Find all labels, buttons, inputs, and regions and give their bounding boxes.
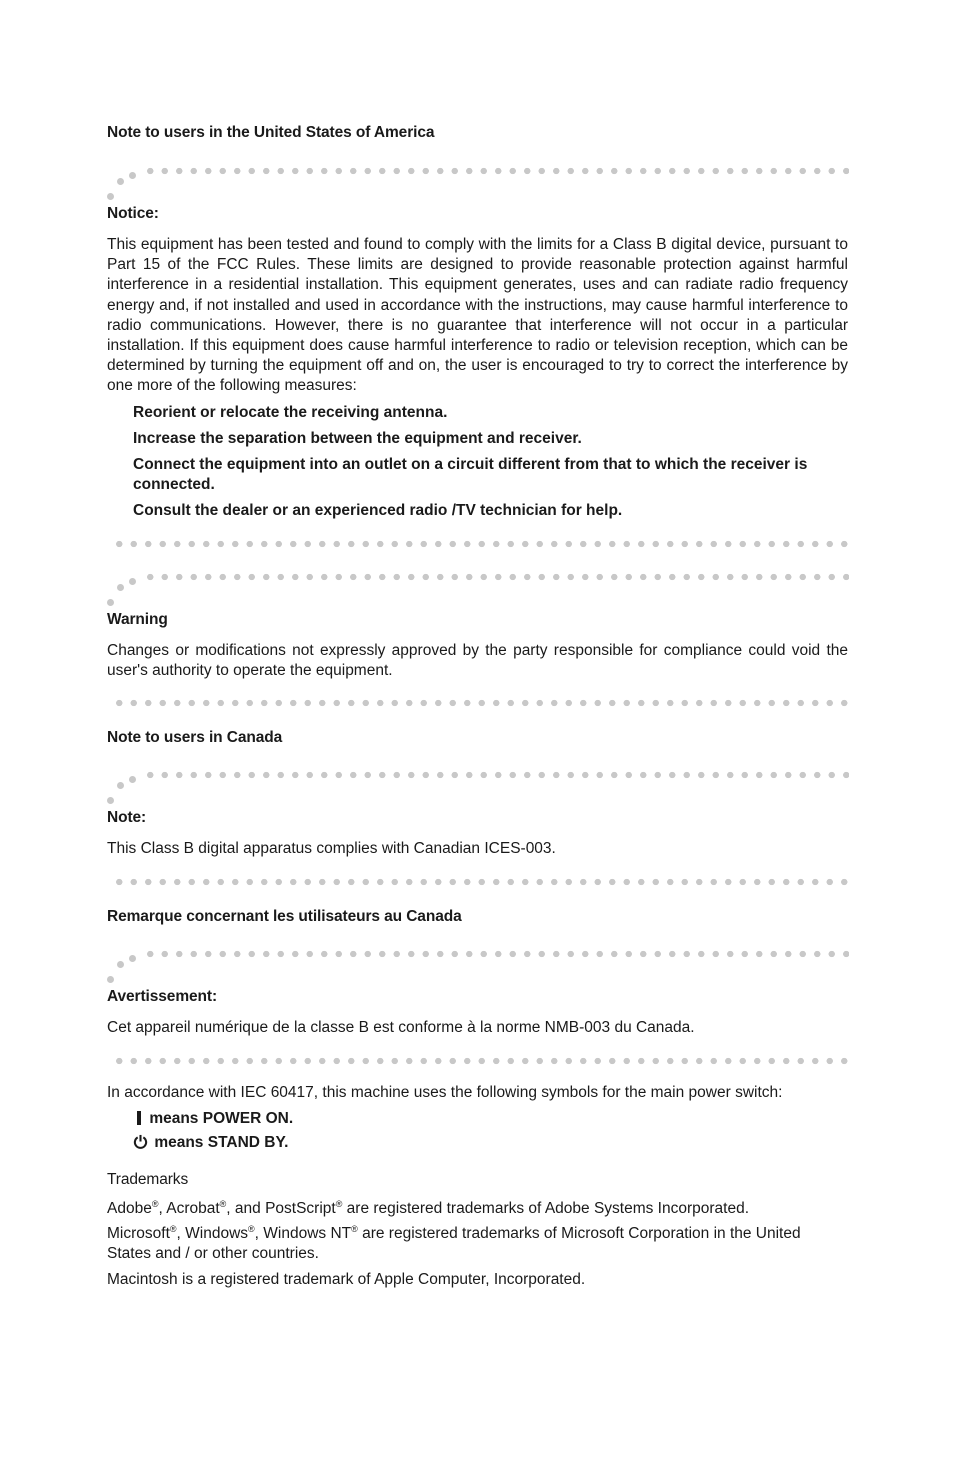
trademark-microsoft: Microsoft®, Windows®, Windows NT® are registered trademarks of Microsoft Corporation in the United States and / or other countries. (107, 1224, 801, 1263)
canada-fr-heading: Remarque concernant les utilisateurs au Canada (107, 908, 462, 926)
measure-item: Reorient or relocate the receiving antenna. (133, 403, 448, 421)
avertissement-box-bottom (112, 1057, 849, 1065)
note-text: This Class B digital apparatus complies with Canadian ICES-003. (107, 840, 556, 858)
standby-icon (133, 1134, 148, 1149)
standby-text: means STAND BY. (154, 1133, 289, 1151)
warning-text: Changes or modifications not expressly approved by the party responsible for compliance could void the user's authority to operate the equipment. (107, 641, 848, 679)
warning-label: Warning (107, 610, 168, 628)
trademarks-heading: Trademarks (107, 1171, 189, 1189)
note-box-top (107, 771, 848, 807)
trademark-apple: Macintosh is a registered trademark of Apple Computer, Incorporated. (107, 1270, 586, 1288)
standby-item (133, 1133, 848, 1153)
canada-heading: Note to users in Canada (107, 729, 283, 747)
notice-label: Notice: (107, 205, 159, 222)
power-on-text: means POWER ON. (149, 1109, 294, 1127)
avertissement-label: Avertissement: (107, 988, 218, 1006)
warning-box-bottom (112, 699, 849, 707)
note-box-bottom (112, 878, 849, 886)
notice-box-top (107, 167, 848, 203)
notice-box-bottom (112, 540, 849, 548)
power-on-item (133, 1109, 848, 1129)
avertissement-text: Cet appareil numérique de la classe B est conforme à la norme NMB-003 du Canada. (107, 1019, 695, 1037)
warning-box-top (107, 573, 848, 609)
trademark-adobe: Adobe®, Acrobat®, and PostScript® are registered trademarks of Adobe Systems Incorporated. (107, 1198, 750, 1218)
us-heading: Note to users in the United States of America (107, 124, 435, 141)
measure-item: Increase the separation between the equipment and receiver. (133, 429, 582, 447)
power-on-icon (137, 1111, 141, 1125)
avertissement-box-top (107, 950, 848, 986)
power-intro: In accordance with IEC 60417, this machine uses the following symbols for the main power switch: (107, 1084, 783, 1102)
notice-text: This equipment has been tested and found to comply with the limits for a Class B digital device, pursuant to Part 15 of the FCC Rules. These limits are designed to provide reasonable protection against harmful interference in a residential installation. This equipment generates, uses and can radiate radio frequency energy and, if not installed and used in accordance with the instructions, may cause harmful interference to radio communications. However, there is no guarantee that interference will not occur in a particular installation. If this equipment does cause harmful interference to radio or television reception, which can be determined by turning the equipment off and on, the user is encouraged to try to correct the interference by one more of the following measures: (107, 236, 848, 395)
measure-item: Consult the dealer or an experienced radio /TV technician for help. (133, 502, 623, 520)
measure-item: Connect the equipment into an outlet on a circuit different from that to which the receiver is connected. (133, 456, 808, 494)
note-label: Note: (107, 809, 147, 827)
document-page (107, 0, 848, 1290)
